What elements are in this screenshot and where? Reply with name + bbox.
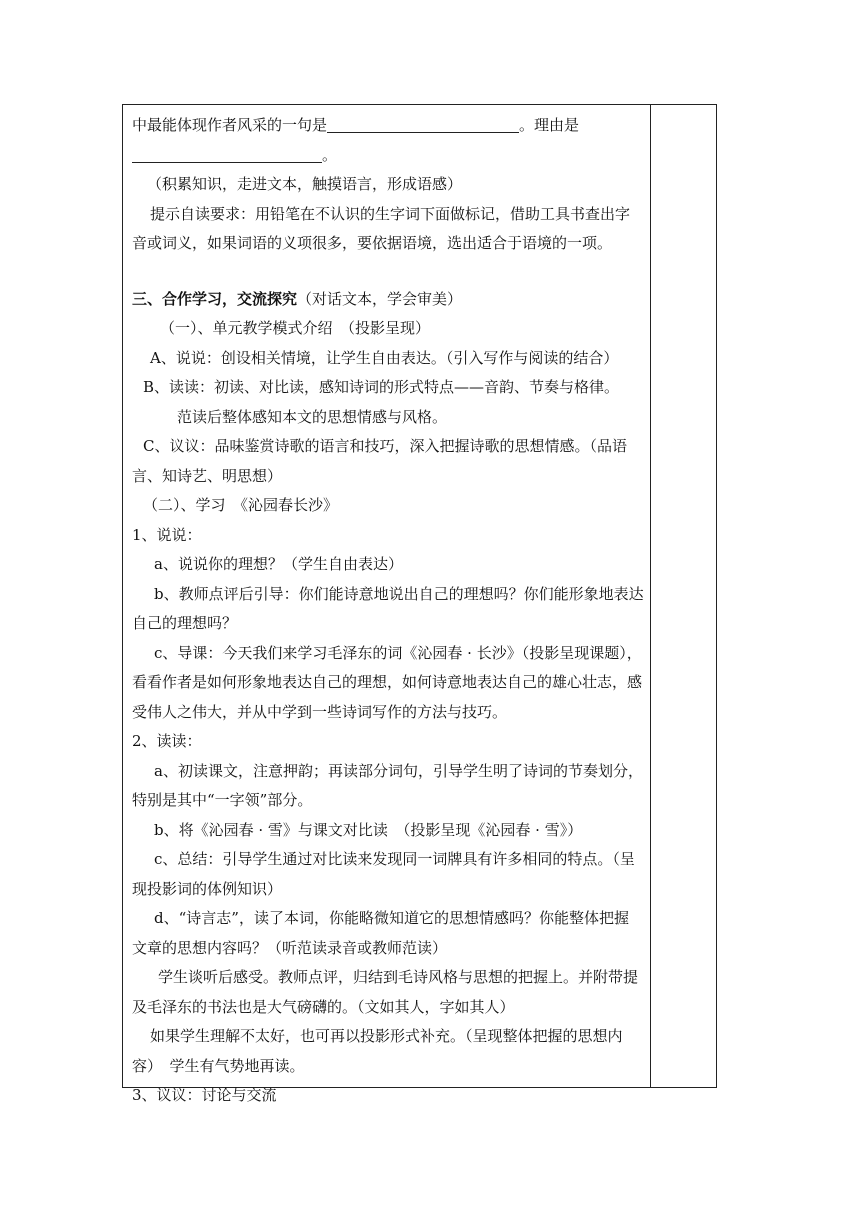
text-line: 看看作者是如何形象地表达自己的理想，如何诗意地表达自己的雄心壮志，感 bbox=[132, 673, 643, 691]
fill-in-blank bbox=[327, 116, 519, 133]
text-span: 。 bbox=[322, 145, 338, 164]
text-span: 。理由是 bbox=[519, 116, 580, 134]
text-line: 文章的思想内容吗？（听范读录音或教师范读） bbox=[132, 938, 448, 957]
text-line bbox=[132, 111, 644, 141]
text-line: 自己的理想吗？ bbox=[132, 614, 238, 632]
text-line: 受伟人之伟大，并从中学到一些诗词写作的方法与技巧。 bbox=[132, 702, 508, 721]
text-line: 2、读读： bbox=[132, 732, 202, 750]
text-line: 特别是其中“一字领”部分。 bbox=[132, 791, 313, 809]
text-line bbox=[132, 141, 644, 171]
text-line: 现投影词的体例知识） bbox=[132, 879, 283, 898]
text-span: 中最能体现作者风采的一句是 bbox=[132, 116, 328, 134]
lesson-plan-table bbox=[122, 104, 717, 1104]
text-line: 学生谈听后感受。教师点评，归结到毛诗风格与思想的把握上。并附带提 bbox=[158, 968, 639, 986]
text-line: 3、议议：讨论与交流 bbox=[132, 1086, 277, 1104]
text-line: c、总结：引导学生通过对比读来发现同一词牌具有许多相同的特点。（呈 bbox=[154, 850, 635, 868]
section-heading bbox=[132, 285, 644, 315]
text-line: A、说说：创设相关情境，让学生自由表达。（引入写作与阅读的结合） bbox=[150, 348, 619, 367]
section-heading-title: 三、合作学习，交流探究 bbox=[132, 289, 298, 308]
text-line: 范读后整体感知本文的思想情感与风格。 bbox=[177, 407, 448, 426]
text-line: 及毛泽东的书法也是大气磅礴的。（文如其人，字如其人） bbox=[132, 997, 515, 1016]
text-line: a、说说你的理想？（学生自由表达） bbox=[154, 555, 403, 573]
text-line: b、教师点评后引导：你们能诗意地说出自己的理想吗？你们能形象地表达 bbox=[154, 584, 644, 603]
text-line: 容） 学生有气势地再读。 bbox=[132, 1056, 305, 1075]
text-line: 1、说说： bbox=[132, 525, 202, 544]
text-line: 言、知诗艺、明思想） bbox=[132, 466, 283, 485]
text-line: 提示自读要求：用铅笔在不认识的生字词下面做标记，借助工具书查出字 bbox=[150, 204, 631, 223]
text-line: a、初读课文，注意押韵；再读部分词句，引导学生明了诗词的节奏划分， bbox=[154, 761, 643, 780]
fill-in-blank bbox=[132, 146, 322, 163]
text-line: （一）、单元教学模式介绍 （投影呈现） bbox=[160, 319, 431, 337]
section-heading-subtitle: （对话文本，学会审美） bbox=[297, 289, 463, 308]
text-line: C、议议：品味鉴赏诗歌的语言和技巧，深入把握诗歌的思想情感。（品语 bbox=[143, 437, 627, 455]
text-line: （积累知识，走进文本，触摸语言，形成语感） bbox=[147, 175, 463, 193]
lesson-content-cell bbox=[132, 111, 644, 1111]
text-line: B、读读：初读、对比读，感知诗词的形式特点——音韵、节奏与格律。 bbox=[143, 378, 620, 396]
text-line: b、将《沁园春 · 雪》与课文对比读 （投影呈现《沁园春 · 雪》） bbox=[154, 820, 583, 839]
text-line: c、导课：今天我们来学习毛泽东的词《沁园春 · 长沙》（投影呈现课题）， bbox=[154, 643, 642, 662]
text-line: （二）、学习 《沁园春长沙》 bbox=[143, 496, 339, 514]
table-column-divider bbox=[650, 105, 651, 1087]
spacer bbox=[132, 259, 644, 285]
text-line: 音或词义，如果词语的义项很多，要依据语境，选出适合于语境的一项。 bbox=[132, 234, 613, 252]
text-line: d、“诗言志”，读了本词，你能略微知道它的思想情感吗？你能整体把握 bbox=[154, 909, 629, 927]
text-line: 如果学生理解不太好，也可再以投影形式补充。（呈现整体把握的思想内 bbox=[150, 1027, 623, 1045]
